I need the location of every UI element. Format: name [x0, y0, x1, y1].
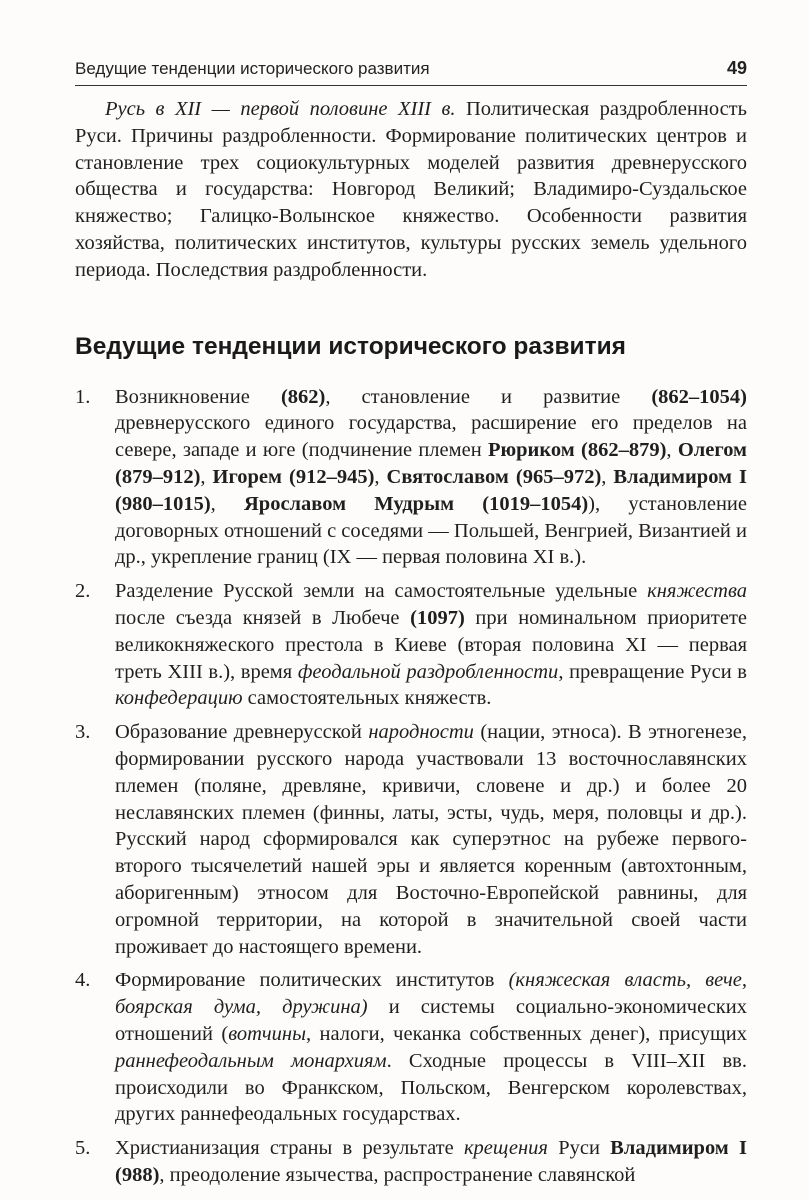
list-item-number: 3.	[75, 721, 91, 744]
list-item	[75, 578, 747, 712]
text-run: Разделение Русской земли на самостоятельные удельные	[115, 580, 648, 603]
text-run: Образование древнерусской	[115, 721, 369, 744]
italic-run: вотчины	[228, 1022, 306, 1045]
section-heading: Ведущие тенденции исторического развития	[75, 332, 626, 360]
bold-run: Игорем (912–945)	[212, 465, 375, 488]
text-run: после съезда князей в Любече	[115, 606, 411, 629]
bold-run: Святославом (965–972)	[386, 465, 602, 488]
italic-run: княжества	[647, 580, 747, 603]
intro-lead: Русь в XII — первой половине XIII в.	[105, 98, 456, 120]
list-item-text	[115, 1135, 747, 1189]
list-item-text	[115, 578, 747, 712]
bold-run: Рюриком (862–879)	[487, 439, 667, 462]
text-run: ,	[374, 465, 387, 488]
page-number: 49	[726, 58, 747, 78]
list-item	[75, 967, 747, 1128]
list-item-text	[115, 967, 747, 1128]
text-run: Руси	[547, 1137, 611, 1160]
list-item	[75, 719, 747, 960]
text-run: , преодоление язычества, распространение славянской	[159, 1163, 636, 1186]
text-run: Христианизация страны в результате	[115, 1137, 464, 1160]
list-item-number: 5.	[75, 1137, 91, 1160]
text-run: самостоятельных княжеств.	[242, 687, 492, 710]
list-item-text	[115, 719, 747, 960]
bold-run: Владимиром I (980–1015)	[115, 465, 747, 515]
list-item-number: 2.	[75, 580, 91, 603]
text-run: ,	[200, 465, 213, 488]
intro-body: Политическая раздробленность Руси. Причины раздробленности. Формирование политических центров и становление трех социокультурных моделей развития древнерусского общества и государства: Новгород Великий; Владимиро-Суздальское княжество; Галицко-Волынское княжество. Особенности развития хозяйства, политических институтов, культуры русских земель удельного периода. Последствия раздробленности.	[75, 98, 747, 281]
list-item-number: 4.	[75, 969, 91, 992]
italic-run: феодальной раздробленности	[297, 660, 559, 683]
bold-run: (862)	[280, 385, 326, 408]
text-run: , налоги, чеканка собственных денег), присущих	[305, 1022, 747, 1045]
text-run: ,	[601, 465, 614, 488]
italic-run: (княжеская власть, вече, боярская дума, дружина)	[115, 969, 748, 1019]
intro-paragraph	[75, 96, 747, 284]
bold-run: Ярославом Мудрым (1019–1054)	[244, 492, 589, 515]
text-run: (нации, этноса). В этногенезе, формировании русского народа участвовали 13 восточнославянских племен (поляне, древляне, кривичи, словене и др.) и более 20 неславянских племен (финны, латы, эсты, чудь, меря, половцы и др.). Русский народ сформировался как суперэтнос на рубеже первого-второго тысячелетий нашей эры и является коренным (автохтонным, аборигенным) этносом для Восточно-Европейской равнины, для огромной территории, на которой в значительной своей части проживает до настоящего времени.	[115, 721, 747, 958]
italic-run: раннефеодальным монархиям	[115, 1049, 387, 1072]
bold-run: Владимиром I (988)	[115, 1137, 747, 1186]
bold-run: Олегом (879–912)	[115, 439, 748, 488]
text-run: древнерусского единого государства, расширение его пределов на севере, западе и юге (подчинение племен	[115, 412, 747, 462]
text-run: при номинальном приоритете великокняжеского престола в Киеве (вторая половина XI — первая треть XIII в.), время	[115, 606, 748, 683]
header-rule	[75, 85, 747, 86]
text-run: Формирование политических институтов	[115, 969, 509, 992]
text-run: , превращение Руси в	[558, 660, 747, 683]
list-item-number: 1.	[75, 385, 91, 408]
text-run: и системы социально-экономических отношений (	[115, 996, 747, 1045]
text-run: . Сходные процессы в VIII–XII вв. происходили во Франкском, Польском, Венгерском королевствах, других раннефеодальных государствах.	[115, 1049, 747, 1126]
running-header	[75, 58, 747, 79]
list-item-text	[115, 384, 747, 572]
italic-run: крещения	[463, 1137, 548, 1160]
bold-run: (862–1054)	[651, 385, 747, 408]
italic-run: конфедерацию	[115, 687, 243, 710]
list-item	[75, 1135, 747, 1189]
text-run: ), установление договорных отношений с соседями — Польшей, Венгрией, Византией и др., укрепление границ (IX — первая половина XI в.).	[115, 492, 747, 569]
list-item	[75, 384, 747, 572]
text-run: Возникновение	[115, 385, 281, 408]
bold-run: (1097)	[410, 606, 465, 629]
text-run: ,	[210, 492, 244, 515]
running-title: Ведущие тенденции исторического развития	[75, 59, 430, 78]
text-run: , становление и развитие	[325, 385, 652, 408]
numbered-list	[75, 384, 747, 1189]
text-run: ,	[666, 439, 678, 462]
page-body	[75, 96, 747, 1196]
italic-run: народности	[368, 721, 474, 744]
